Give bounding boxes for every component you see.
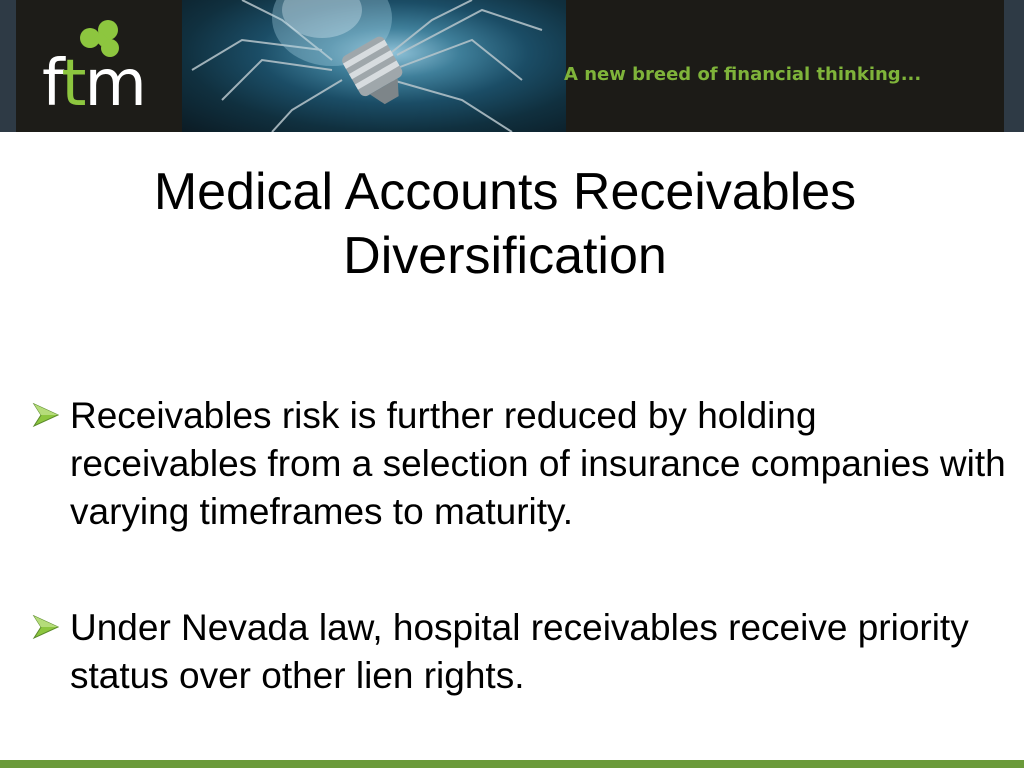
logo-m: m — [84, 47, 145, 121]
bullet-text: Under Nevada law, hospital receivables receive priority status over other lien rights. — [70, 607, 969, 696]
slide-title-line-1: Medical Accounts Receivables — [153, 163, 857, 221]
logo-t: t — [61, 47, 85, 121]
bullet-item — [30, 392, 1010, 536]
header-banner-inner — [16, 0, 1004, 132]
lightbulb-icon — [182, 0, 566, 132]
logo-text — [42, 47, 145, 121]
arrow-bullet-icon — [32, 614, 60, 640]
lightbulb-spider-image — [182, 0, 566, 132]
bullet-list — [30, 392, 1010, 768]
bottom-accent-bar — [0, 760, 1024, 768]
header-banner — [0, 0, 1024, 132]
tagline: A new breed of financial thinking... — [564, 64, 922, 85]
logo — [16, 0, 182, 132]
bullet-text: Receivables risk is further reduced by holding receivables from a selection of insurance companies with varying timeframes to maturity. — [70, 395, 1006, 532]
bullet-item — [30, 604, 1010, 700]
logo-f: f — [42, 47, 62, 121]
slide-title-line-2: Diversification — [343, 227, 667, 285]
arrow-bullet-icon — [32, 402, 60, 428]
slide-title — [0, 160, 1010, 288]
